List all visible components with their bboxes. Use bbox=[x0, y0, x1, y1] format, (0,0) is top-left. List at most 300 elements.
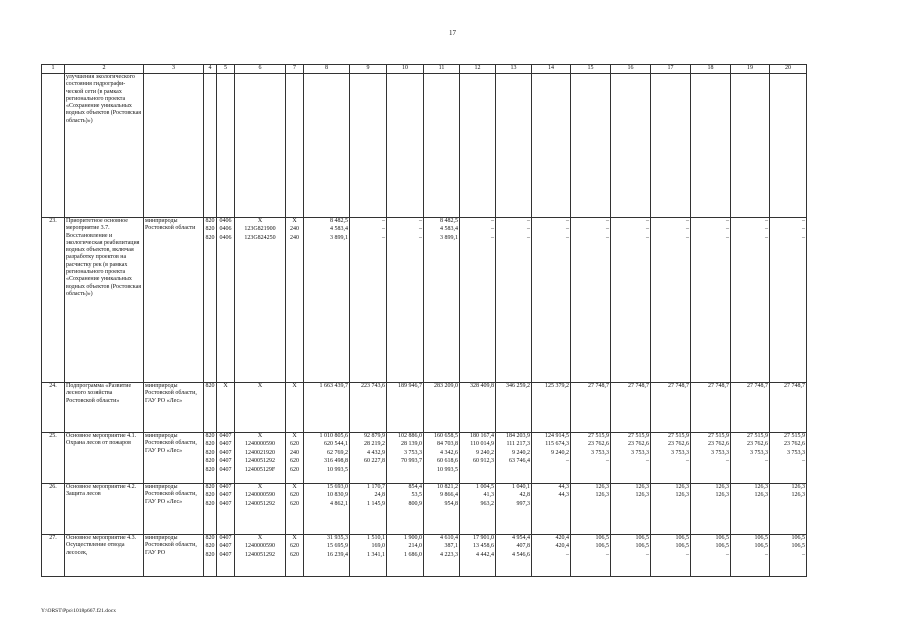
cell-value: – bbox=[686, 458, 689, 465]
cell-value: 123G821900 bbox=[244, 226, 276, 233]
cell-value: 106,5 bbox=[791, 543, 805, 550]
cell-value: 240 bbox=[290, 226, 299, 233]
value-cell bbox=[571, 74, 611, 218]
cell-value: 387,1 bbox=[444, 543, 458, 550]
cell-value bbox=[771, 467, 805, 475]
column-header: 16 bbox=[611, 65, 651, 74]
cell-value: 115 674,3 bbox=[545, 441, 569, 448]
value-cell bbox=[204, 74, 217, 218]
value-cell bbox=[387, 433, 424, 484]
value-cell bbox=[204, 433, 217, 484]
value-cell bbox=[217, 74, 235, 218]
value-cell bbox=[611, 484, 651, 535]
value-cell bbox=[235, 484, 286, 535]
value-cell bbox=[387, 74, 424, 218]
column-header: 10 bbox=[387, 65, 424, 74]
column-header: 9 bbox=[350, 65, 387, 74]
cell-value: 3 753,3 bbox=[711, 449, 729, 456]
cell-value: 8 482,5 bbox=[330, 218, 348, 224]
value-cell bbox=[731, 383, 770, 433]
cell-value: 316 498,8 bbox=[324, 458, 348, 465]
value-cell bbox=[217, 535, 235, 577]
value-cell bbox=[571, 383, 611, 433]
cell-value bbox=[612, 501, 649, 509]
value-cell bbox=[496, 535, 532, 577]
cell-value: 1 900,0 bbox=[404, 535, 422, 541]
row-number: 27. bbox=[42, 535, 65, 577]
value-cell bbox=[286, 535, 304, 577]
cell-value: 240 bbox=[290, 449, 299, 456]
cell-value: – bbox=[686, 226, 689, 233]
cell-value: 42,8 bbox=[519, 492, 530, 499]
cell-value: – bbox=[686, 551, 689, 558]
cell-value: – bbox=[802, 234, 805, 241]
cell-value: 820 bbox=[205, 441, 215, 448]
value-cell bbox=[286, 433, 304, 484]
cell-value: 620 bbox=[290, 466, 299, 473]
cell-value: X bbox=[292, 383, 297, 389]
cell-value: – bbox=[606, 458, 609, 465]
cell-value: 27 515,9 bbox=[747, 433, 768, 439]
cell-value: 1 170,7 bbox=[367, 484, 385, 490]
cell-value: 1 004,5 bbox=[476, 484, 494, 490]
column-header: 3 bbox=[144, 65, 204, 74]
value-cell bbox=[770, 484, 807, 535]
cell-value bbox=[497, 467, 530, 475]
cell-value: 16 239,4 bbox=[327, 551, 348, 558]
value-cell bbox=[496, 484, 532, 535]
value-cell bbox=[424, 383, 460, 433]
cell-value: 346 259,2 bbox=[506, 383, 530, 389]
cell-value: 44,3 bbox=[558, 492, 569, 499]
value-cell bbox=[691, 74, 731, 218]
cell-value: 820 bbox=[205, 433, 215, 439]
cell-value: 27 748,7 bbox=[708, 383, 729, 389]
cell-value: 963,2 bbox=[480, 500, 494, 507]
cell-value: 1240051292 bbox=[245, 551, 275, 558]
cell-value: 1240000590 bbox=[245, 492, 275, 499]
cell-value bbox=[692, 501, 729, 509]
cell-value: 620 bbox=[290, 458, 299, 465]
cell-value: 0407 bbox=[219, 433, 232, 439]
cell-value: 160 658,5 bbox=[434, 433, 458, 439]
value-cell bbox=[691, 433, 731, 484]
table-row bbox=[42, 433, 807, 484]
cell-value: 92 879,9 bbox=[364, 433, 385, 439]
value-cell bbox=[204, 383, 217, 433]
cell-value: 17 901,0 bbox=[473, 535, 494, 541]
cell-value: – bbox=[382, 218, 385, 224]
value-cell bbox=[286, 74, 304, 218]
cell-value: – bbox=[527, 226, 530, 233]
cell-value: – bbox=[491, 234, 494, 241]
cell-value: – bbox=[646, 551, 649, 558]
value-cell bbox=[532, 218, 571, 383]
cell-value: – bbox=[566, 234, 569, 241]
cell-value: 60 912,3 bbox=[473, 458, 494, 465]
column-header: 13 bbox=[496, 65, 532, 74]
cell-value: 328 409,8 bbox=[470, 383, 494, 389]
value-cell bbox=[235, 218, 286, 383]
cell-value: 620 bbox=[290, 543, 299, 550]
activity-name: Основное мероприятие 4.2. Защита лесов bbox=[65, 484, 144, 535]
cell-value: 0407 bbox=[219, 551, 232, 558]
value-cell bbox=[304, 218, 350, 383]
value-cell bbox=[611, 433, 651, 484]
value-cell bbox=[424, 484, 460, 535]
cell-value: 3 899,1 bbox=[330, 234, 348, 241]
cell-value: – bbox=[726, 234, 729, 241]
cell-value: X bbox=[257, 535, 263, 541]
cell-value: 189 946,7 bbox=[398, 383, 422, 389]
row-number: 26. bbox=[42, 484, 65, 535]
value-cell bbox=[235, 535, 286, 577]
cell-value bbox=[572, 501, 609, 509]
cell-value bbox=[732, 501, 768, 509]
value-cell bbox=[532, 535, 571, 577]
cell-value: 0406 bbox=[219, 226, 232, 233]
cell-value: 240 bbox=[290, 234, 299, 241]
cell-value: 126,3 bbox=[754, 492, 768, 499]
value-cell bbox=[304, 535, 350, 577]
cell-value: 620 bbox=[290, 500, 299, 507]
cell-value bbox=[533, 467, 569, 475]
cell-value: 223 743,6 bbox=[361, 383, 385, 389]
cell-value: 28 219,2 bbox=[364, 441, 385, 448]
cell-value: – bbox=[491, 218, 494, 224]
cell-value: 110 014,9 bbox=[470, 441, 494, 448]
value-cell bbox=[460, 535, 496, 577]
cell-value: 0407 bbox=[219, 441, 232, 448]
executor: минприроды Ростовской области, ГАУ РО «Лес» bbox=[144, 484, 204, 535]
value-cell bbox=[235, 433, 286, 484]
value-cell bbox=[350, 74, 387, 218]
value-cell bbox=[611, 383, 651, 433]
cell-value: 23 762,6 bbox=[784, 441, 805, 448]
cell-value: 1240000590 bbox=[245, 441, 275, 448]
cell-value: – bbox=[606, 226, 609, 233]
cell-value: 8 482,5 bbox=[440, 218, 458, 224]
column-header: 18 bbox=[691, 65, 731, 74]
file-path-footer: Y:\ORST\Ppo\1018p667.f21.docx bbox=[41, 608, 116, 614]
executor: минприроды Ростовской области, ГАУ РО «Лес» bbox=[144, 433, 204, 484]
cell-value: X bbox=[257, 218, 263, 224]
cell-value: 620 bbox=[290, 551, 299, 558]
cell-value: 4 342,6 bbox=[440, 449, 458, 456]
cell-value: 854,4 bbox=[408, 484, 422, 490]
cell-value: – bbox=[646, 226, 649, 233]
executor: минприроды Ростовской области bbox=[144, 218, 204, 383]
value-cell bbox=[460, 383, 496, 433]
executor: минприроды Ростовской области, ГАУ РО «Лес» bbox=[144, 383, 204, 433]
cell-value: 106,5 bbox=[754, 535, 768, 541]
cell-value: 126,3 bbox=[791, 492, 805, 499]
value-cell bbox=[532, 74, 571, 218]
cell-value: 15 695,9 bbox=[327, 543, 348, 550]
cell-value: – bbox=[527, 234, 530, 241]
cell-value: 106,5 bbox=[635, 535, 649, 541]
cell-value: 23 762,6 bbox=[668, 441, 689, 448]
cell-value bbox=[461, 467, 494, 475]
value-cell bbox=[460, 74, 496, 218]
value-cell bbox=[460, 218, 496, 383]
column-header: 14 bbox=[532, 65, 571, 74]
row-number: 25. bbox=[42, 433, 65, 484]
cell-value: 126,3 bbox=[635, 492, 649, 499]
value-cell bbox=[424, 74, 460, 218]
cell-value: 0406 bbox=[219, 234, 232, 241]
cell-value: – bbox=[686, 234, 689, 241]
cell-value: 997,3 bbox=[516, 500, 530, 507]
cell-value: 3 899,1 bbox=[440, 234, 458, 241]
cell-value: – bbox=[382, 234, 385, 241]
cell-value: – bbox=[606, 234, 609, 241]
activity-name: Приоритетное основное мероприятие 3.7. Восстановление и экологическая реабилитация водных объектов, включая разработку проектов на расчистку рек (в рамках регионального проекта «Сохранение уникальных водных объектов (Ростовская область)») bbox=[65, 218, 144, 383]
value-cell bbox=[691, 484, 731, 535]
cell-value: 126,3 bbox=[754, 484, 768, 490]
cell-value: 184 203,9 bbox=[506, 433, 530, 439]
cell-value: – bbox=[765, 458, 768, 465]
cell-value: 84 703,8 bbox=[437, 441, 458, 448]
cell-value: – bbox=[566, 551, 569, 558]
cell-value: X bbox=[257, 383, 263, 389]
value-cell bbox=[496, 383, 532, 433]
cell-value: – bbox=[606, 218, 609, 224]
value-cell bbox=[571, 535, 611, 577]
cell-value: 126,3 bbox=[791, 484, 805, 490]
value-cell bbox=[532, 484, 571, 535]
cell-value: 124 914,5 bbox=[545, 433, 569, 439]
cell-value: – bbox=[419, 234, 422, 241]
value-cell bbox=[286, 218, 304, 383]
cell-value: 63 746,4 bbox=[509, 458, 530, 465]
cell-value: 820 bbox=[205, 492, 215, 499]
cell-value: 27 515,9 bbox=[628, 433, 649, 439]
budget-table bbox=[41, 64, 807, 577]
cell-value: 1240051292 bbox=[245, 500, 275, 507]
executor bbox=[144, 74, 204, 218]
cell-value: 3 753,3 bbox=[750, 449, 768, 456]
value-cell bbox=[460, 433, 496, 484]
cell-value: 27 515,9 bbox=[784, 433, 805, 439]
value-cell bbox=[770, 535, 807, 577]
cell-value: 106,5 bbox=[754, 543, 768, 550]
cell-value: – bbox=[802, 226, 805, 233]
cell-value: 106,5 bbox=[791, 535, 805, 541]
cell-value bbox=[572, 467, 609, 475]
cell-value bbox=[612, 467, 649, 475]
cell-value: 620 bbox=[290, 441, 299, 448]
cell-value: 0406 bbox=[219, 218, 232, 224]
cell-value: X bbox=[292, 218, 297, 224]
activity-name: Основное мероприятие 4.3. Осуществление отвода лесосек, bbox=[65, 535, 144, 577]
value-cell bbox=[571, 484, 611, 535]
cell-value: 111 217,3 bbox=[506, 441, 530, 448]
cell-value: 0407 bbox=[219, 484, 232, 490]
cell-value: 0407 bbox=[219, 466, 232, 473]
cell-value: 126,3 bbox=[675, 492, 689, 499]
cell-value: – bbox=[419, 226, 422, 233]
cell-value: 106,5 bbox=[675, 543, 689, 550]
value-cell bbox=[204, 535, 217, 577]
cell-value bbox=[732, 467, 768, 475]
cell-value: 10 993,5 bbox=[437, 466, 458, 473]
value-cell bbox=[204, 484, 217, 535]
column-header: 2 bbox=[65, 65, 144, 74]
value-cell bbox=[304, 433, 350, 484]
value-cell bbox=[571, 218, 611, 383]
value-cell bbox=[217, 218, 235, 383]
cell-value: 420,4 bbox=[555, 543, 569, 550]
value-cell bbox=[691, 218, 731, 383]
cell-value: 10 830,9 bbox=[327, 492, 348, 499]
cell-value: – bbox=[726, 226, 729, 233]
cell-value: X bbox=[257, 433, 263, 439]
cell-value: 27 748,7 bbox=[588, 383, 609, 389]
cell-value: 126,3 bbox=[675, 484, 689, 490]
table-row bbox=[42, 535, 807, 577]
value-cell bbox=[387, 218, 424, 383]
cell-value: 106,5 bbox=[715, 535, 729, 541]
cell-value: 41,3 bbox=[483, 492, 494, 499]
cell-value: 23 762,6 bbox=[588, 441, 609, 448]
value-cell bbox=[235, 383, 286, 433]
value-cell bbox=[651, 484, 691, 535]
cell-value: 620 544,1 bbox=[324, 441, 348, 448]
value-cell bbox=[731, 484, 770, 535]
cell-value: 27 748,7 bbox=[747, 383, 768, 389]
value-cell bbox=[217, 433, 235, 484]
cell-value: 9 240,2 bbox=[512, 449, 530, 456]
cell-value: 23 762,6 bbox=[747, 441, 768, 448]
cell-value: 820 bbox=[205, 383, 215, 389]
cell-value: 10 821,2 bbox=[437, 484, 458, 490]
cell-value: – bbox=[646, 218, 649, 224]
value-cell bbox=[350, 218, 387, 383]
table-row bbox=[42, 218, 807, 383]
cell-value: 126,3 bbox=[715, 484, 729, 490]
cell-value: 15 693,0 bbox=[327, 484, 348, 490]
cell-value: – bbox=[765, 218, 768, 224]
cell-value: 4 583,4 bbox=[330, 226, 348, 233]
cell-value: 106,5 bbox=[635, 543, 649, 550]
value-cell bbox=[496, 74, 532, 218]
row-number: 24. bbox=[42, 383, 65, 433]
cell-value: 954,8 bbox=[444, 500, 458, 507]
cell-value bbox=[652, 467, 689, 475]
activity-name: Основное мероприятие 4.1. Охрана лесов от пожаров bbox=[65, 433, 144, 484]
cell-value bbox=[388, 467, 422, 475]
value-cell bbox=[496, 218, 532, 383]
value-cell bbox=[286, 484, 304, 535]
cell-value: 1 663 439,7 bbox=[319, 383, 348, 389]
column-header: 20 bbox=[770, 65, 807, 74]
cell-value: 0407 bbox=[219, 535, 232, 541]
cell-value: 4 583,4 bbox=[440, 226, 458, 233]
value-cell bbox=[304, 74, 350, 218]
cell-value: – bbox=[686, 218, 689, 224]
cell-value: 0407 bbox=[219, 449, 232, 456]
cell-value: 820 bbox=[205, 484, 215, 490]
cell-value: – bbox=[802, 551, 805, 558]
cell-value: 3 753,3 bbox=[787, 449, 805, 456]
value-cell bbox=[217, 484, 235, 535]
value-cell bbox=[350, 535, 387, 577]
cell-value: 70 993,7 bbox=[401, 458, 422, 465]
cell-value: 126,3 bbox=[595, 492, 609, 499]
cell-value: 9 866,4 bbox=[440, 492, 458, 499]
value-cell bbox=[651, 433, 691, 484]
cell-value: – bbox=[566, 458, 569, 465]
value-cell bbox=[235, 74, 286, 218]
cell-value: 23 762,6 bbox=[708, 441, 729, 448]
cell-value bbox=[771, 501, 805, 509]
column-header: 4 bbox=[204, 65, 217, 74]
column-header: 8 bbox=[304, 65, 350, 74]
cell-value: 0407 bbox=[219, 458, 232, 465]
cell-value: X bbox=[292, 433, 297, 439]
value-cell bbox=[387, 535, 424, 577]
value-cell bbox=[731, 535, 770, 577]
cell-value bbox=[351, 467, 385, 475]
cell-value: 4 954,4 bbox=[512, 535, 530, 541]
column-header: 1 bbox=[42, 65, 65, 74]
cell-value: 820 bbox=[205, 535, 215, 541]
value-cell bbox=[651, 218, 691, 383]
cell-value: X bbox=[257, 484, 263, 490]
cell-value: 23 762,6 bbox=[628, 441, 649, 448]
cell-value: – bbox=[802, 458, 805, 465]
column-header: 17 bbox=[651, 65, 691, 74]
cell-value: 60 227,8 bbox=[364, 458, 385, 465]
column-header: 11 bbox=[424, 65, 460, 74]
value-cell bbox=[611, 535, 651, 577]
cell-value: 4 610,4 bbox=[440, 535, 458, 541]
cell-value: – bbox=[419, 218, 422, 224]
cell-value: 0407 bbox=[219, 492, 232, 499]
cell-value bbox=[652, 501, 689, 509]
column-header: 5 bbox=[217, 65, 235, 74]
table-row bbox=[42, 383, 807, 433]
cell-value: 0407 bbox=[219, 543, 232, 550]
cell-value: 820 bbox=[205, 458, 215, 465]
value-cell bbox=[204, 218, 217, 383]
cell-value: 3 753,3 bbox=[404, 449, 422, 456]
cell-value: 24,8 bbox=[374, 492, 385, 499]
value-cell bbox=[532, 433, 571, 484]
cell-value: – bbox=[726, 551, 729, 558]
column-header: 12 bbox=[460, 65, 496, 74]
value-cell bbox=[611, 218, 651, 383]
table-row bbox=[42, 484, 807, 535]
cell-value: 62 769,2 bbox=[327, 449, 348, 456]
row-number bbox=[42, 74, 65, 218]
activity-name: улучшения экологического состояния гидрографи-ческой сети (в рамках регионального проекта «Сохранение уникальных водных объектов (Ростовская область)») bbox=[65, 74, 144, 218]
value-cell bbox=[731, 74, 770, 218]
cell-value: 106,5 bbox=[595, 535, 609, 541]
cell-value bbox=[692, 467, 729, 475]
column-header: 19 bbox=[731, 65, 770, 74]
value-cell bbox=[731, 433, 770, 484]
cell-value: 28 139,0 bbox=[401, 441, 422, 448]
cell-value: 27 748,7 bbox=[628, 383, 649, 389]
cell-value: – bbox=[765, 226, 768, 233]
cell-value: 820 bbox=[205, 500, 215, 507]
cell-value: 10 993,5 bbox=[327, 466, 348, 473]
cell-value: 1240021920 bbox=[245, 449, 275, 456]
cell-value: 27 748,7 bbox=[668, 383, 689, 389]
cell-value: 180 167,4 bbox=[470, 433, 494, 439]
